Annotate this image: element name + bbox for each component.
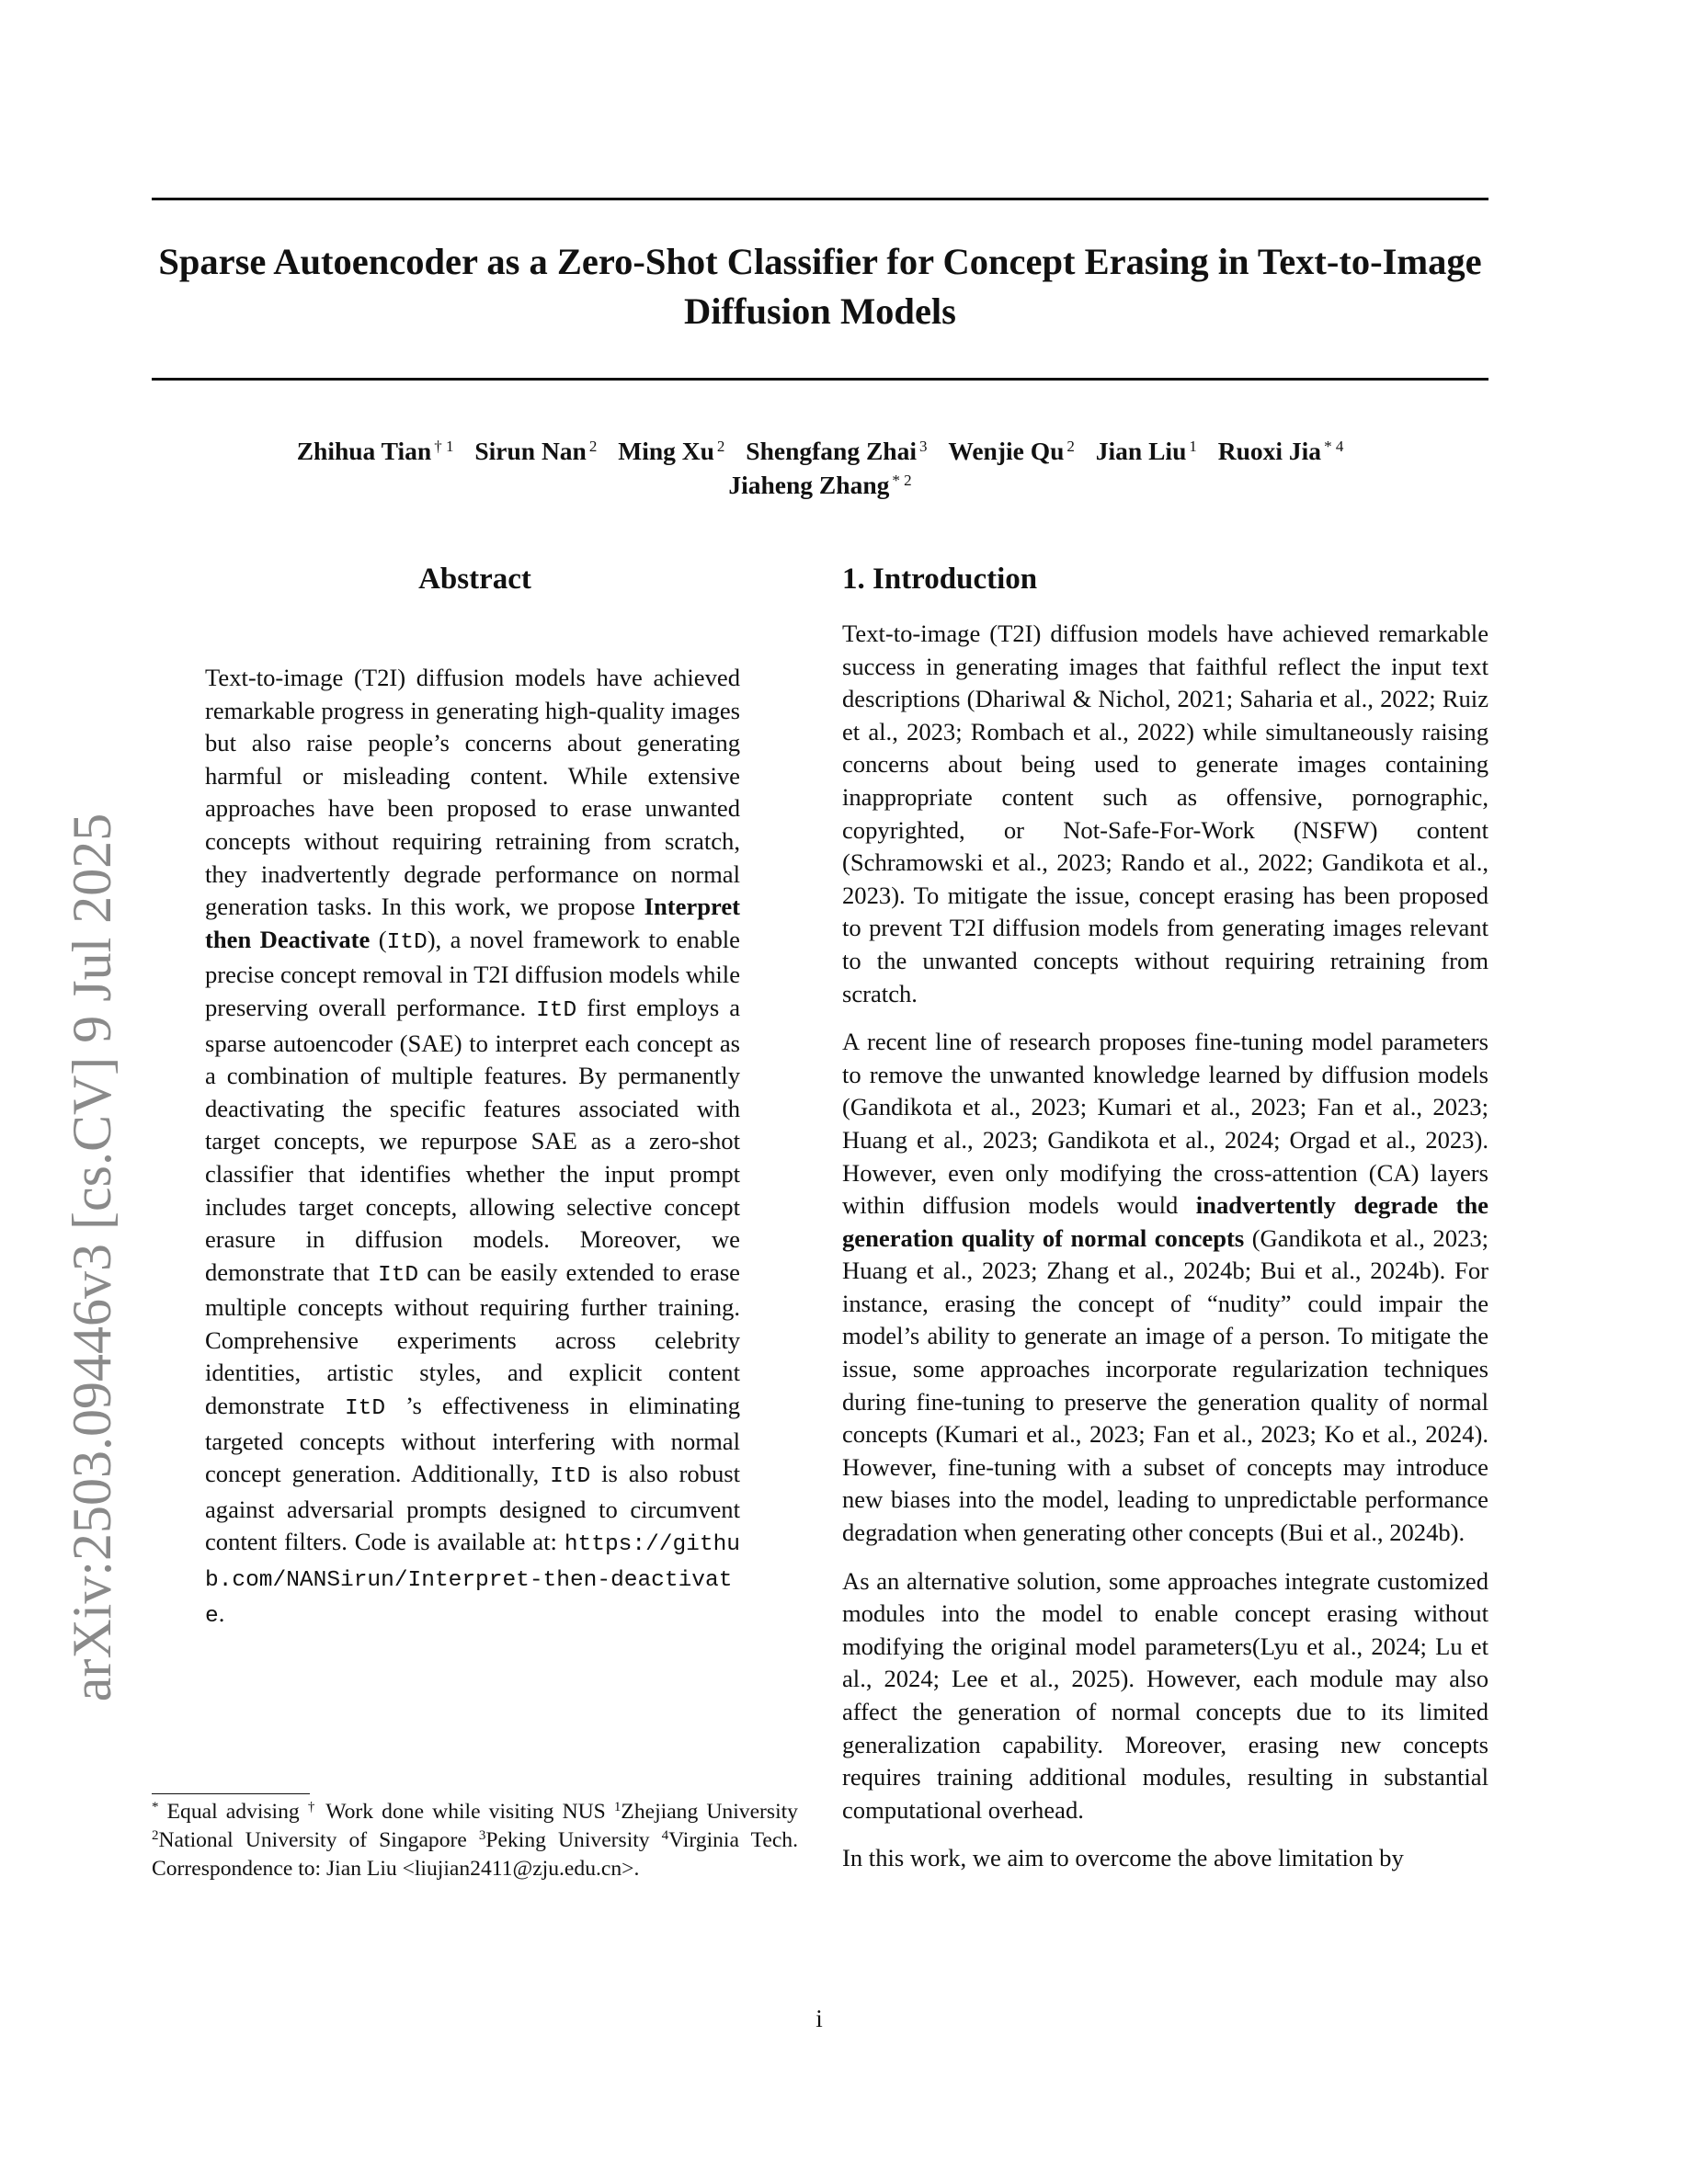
- paper-title: Sparse Autoencoder as a Zero-Shot Classifier for Concept Erasing in Text-to-Image Diffusion Models: [158, 241, 1482, 332]
- author-name: Ruoxi Jia: [1217, 437, 1322, 465]
- footnote-text: Virginia Tech. Correspondence to: Jian Liu <liujian2411@zju.edu.cn>.: [152, 1828, 798, 1881]
- footnote-text: Peking University: [485, 1828, 662, 1852]
- abstract-text: can be easily extended to erase multiple concepts without requiring further training. Comprehensive experiments across celebrity identities, artistic styles, and explicit content demonstrate: [205, 1257, 740, 1420]
- author-name: Jian Liu: [1095, 437, 1187, 465]
- footnote-text: National University of Singapore: [158, 1828, 479, 1852]
- author-affiliation-marks: 2: [588, 438, 598, 455]
- title-rule-top: [152, 198, 1488, 200]
- abstract-text: first employs a sparse autoencoder (SAE) to interpret each concept as a combination of multiple features. By permanently deactivating the specific features associated with target concepts, we repurpose SAE as a zero-shot classifier that identifies whether the input prompt includes target concepts, allowing selective concept erasure in diffusion models. Moreover, we demonstrate that: [205, 993, 740, 1286]
- intro-paragraph-3: As an alternative solution, some approaches integrate customized modules into the model to enable concept erasing without modifying the original model parameters(Lyu et al., 2024; Lu et al., 2024; Lee et al., 2025). However, each module may also affect the generation of normal concepts due to its limited generalization capability. Moreover, erasing new concepts requires training additional modules, resulting in substantial computational overhead.: [842, 1566, 1488, 1824]
- intro-paragraph-1: Text-to-image (T2I) diffusion models have achieved remarkable success in generating images that faithful reflect the input text descriptions (Dhariwal & Nichol, 2021; Saharia et al., 2022; Ruiz et al., 2023; Rombach et al., 2022) while simultaneously raising concerns about being used to generate images containing inappropriate content such as offensive, pornographic, copyrighted, or Not-Safe-For-Work (NSFW) content (Schramowski et al., 2023; Rando et al., 2022; Gandikota et al., 2023). To mitigate the issue, concept erasing has been proposed to prevent T2I diffusion models from generating images relevant to the unwanted concepts without requiring retraining from scratch.: [842, 620, 1488, 1007]
- method-abbreviation: ItD: [386, 929, 428, 955]
- author-name: Sirun Nan: [474, 437, 587, 465]
- introduction-body: [842, 618, 1488, 1891]
- footnote-text: Zhejiang University: [621, 1800, 798, 1824]
- page-number: i: [815, 2005, 823, 2032]
- footnote-mark: *: [152, 1800, 159, 1814]
- intro-text: A recent line of research proposes fine-tuning model parameters to remove the unwanted knowledge learned by diffusion models (Gandikota et al., 2023; Kumari et al., 2023; Fan et al., 2023; Huang et al., 2023; Gandikota et al., 2024; Orgad et al., 2023). However, even only modifying the cross-attention (CA) layers within diffusion models would: [842, 1028, 1488, 1220]
- abstract-text: ’s effectiveness in eliminating targeted concepts without interfering with normal concept generation. Additionally,: [205, 1392, 740, 1488]
- method-abbreviation: ItD: [550, 1464, 591, 1490]
- arxiv-identifier: arXiv:2503.09446v3 [cs.CV] 9 Jul 2025: [62, 813, 122, 1702]
- introduction-heading: 1. Introduction: [842, 563, 1038, 596]
- author: [948, 437, 1075, 465]
- abstract-text: is also robust against adversarial prompts designed to circumvent content filters. Code is available at:: [205, 1460, 740, 1556]
- footnote-mark: †: [307, 1800, 318, 1814]
- code-repository-link[interactable]: https://github.com/NANSirun/Interpret-then-deactivate: [205, 1532, 740, 1629]
- intro-paragraph-4: In this work, we aim to overcome the above limitation by: [842, 1844, 1404, 1872]
- author-affiliation-marks: 3: [918, 438, 928, 455]
- author-name: Jiaheng Zhang: [728, 471, 890, 499]
- footnote-rule: [152, 1793, 310, 1794]
- abstract-heading: Abstract: [418, 563, 531, 596]
- author: [297, 437, 454, 465]
- abstract-text: .: [218, 1598, 225, 1627]
- author-affiliation-marks: 1: [1189, 438, 1197, 455]
- author-list: [152, 434, 1488, 502]
- author: [1218, 437, 1344, 465]
- author: [474, 437, 597, 465]
- method-abbreviation: ItD: [536, 997, 577, 1023]
- method-abbreviation: ItD: [378, 1262, 419, 1288]
- footnote-mark: 2: [152, 1828, 159, 1843]
- author: [1096, 437, 1197, 465]
- author-name: Shengfang Zhai: [746, 437, 917, 465]
- footnote-mark: 4: [661, 1828, 669, 1843]
- title-rule-bottom: [152, 378, 1488, 381]
- footnote-text: Equal advising: [158, 1800, 308, 1824]
- author-affiliation-marks: † 1: [434, 438, 454, 455]
- author: [618, 437, 724, 465]
- abstract-body: [205, 662, 740, 1632]
- intro-paragraph-2: [842, 1026, 1488, 1550]
- method-abbreviation: ItD: [344, 1396, 386, 1422]
- footnote: [152, 1798, 798, 1883]
- author: [728, 471, 911, 499]
- author-name: Zhihua Tian: [296, 437, 432, 465]
- author-affiliation-marks: 2: [716, 438, 725, 455]
- method-name: Interpret then Deactivate: [205, 893, 740, 953]
- author-affiliation-marks: 2: [1066, 438, 1075, 455]
- footnote-text: Work done while visiting NUS: [317, 1800, 614, 1824]
- author-affiliation-marks: * 4: [1324, 438, 1344, 455]
- author-name: Ming Xu: [618, 437, 714, 465]
- author-name: Wenjie Qu: [948, 437, 1065, 465]
- intro-emphasis: inadvertently degrade the generation quality of normal concepts: [842, 1191, 1488, 1252]
- abstract-text: (: [370, 925, 387, 953]
- footnote-mark: 1: [613, 1800, 622, 1814]
- abstract-text: ), a novel framework to enable precise concept removal in T2I diffusion models while preserving overall performance.: [205, 925, 740, 1021]
- author-affiliation-marks: * 2: [892, 472, 912, 489]
- intro-text: (Gandikota et al., 2023; Huang et al., 2023; Zhang et al., 2024b; Bui et al., 2024b). For instance, erasing the concept of “nudity” could impair the model’s ability to generate an image of a person. To mitigate the issue, some approaches incorporate regularization techniques during fine-tuning to preserve the generation quality of normal concepts (Kumari et al., 2023; Fan et al., 2023; Ko et al., 2024). However, fine-tuning with a subset of concepts may introduce new biases into the model, leading to unpredictable performance degradation when generating other concepts (Bui et al., 2024b).: [842, 1223, 1489, 1547]
- footnote-mark: 3: [478, 1828, 486, 1843]
- author: [746, 437, 927, 465]
- abstract-text: Text-to-image (T2I) diffusion models have achieved remarkable progress in generating high-quality images but also raise people’s concerns about generating harmful or misleading content. While extensive approaches have been proposed to erase unwanted concepts without requiring retraining from scratch, they inadvertently degrade performance on normal generation tasks. In this work, we propose: [205, 664, 740, 921]
